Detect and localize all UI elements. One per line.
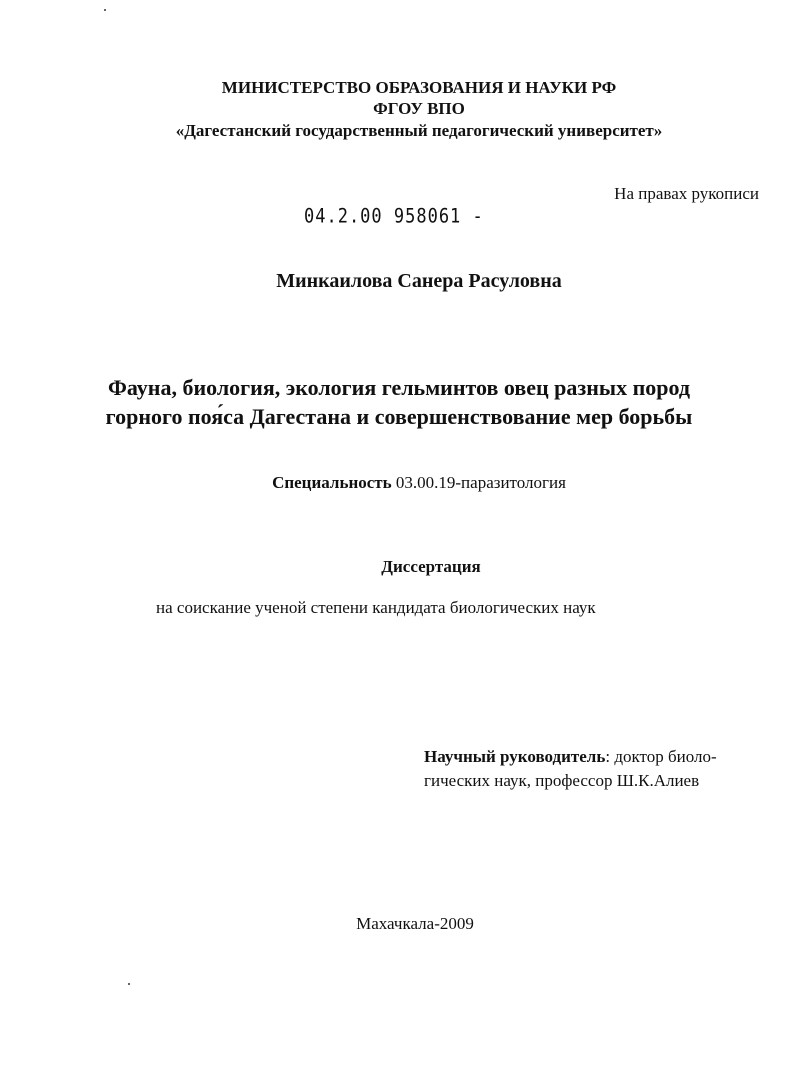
dissertation-title-line-1: Фауна, биология, экология гельминтов овец разных пород [107,375,690,400]
specialty-value: 03.00.19-паразитология [391,473,566,492]
ministry-heading: МИНИСТЕРСТВО ОБРАЗОВАНИЯ И НАУКИ РФ [221,78,617,97]
registry-number-stamp: 04.2.00 958061 - [304,205,484,229]
organization-type-heading: ФГОУ ВПО [373,99,465,118]
scan-speck [128,983,130,985]
specialty-line [20,473,798,493]
scan-speck [104,9,106,11]
supervisor-label: Научный руководитель [424,747,606,766]
university-heading: «Дагестанский государственный педагогический университет» [175,121,663,140]
supervisor-line-1 [424,745,769,769]
document-type-heading: Диссертация [381,557,481,576]
dissertation-title-line-2: горного поя́са Дагестана и совершенствование мер борьбы [105,404,693,429]
supervisor-text-line-2: гических наук, профессор Ш.К.Алиев [424,771,700,790]
supervisor-text-line-1: : доктор биоло- [605,747,717,766]
degree-line: на соискание ученой степени кандидата биологических наук [156,598,596,617]
manuscript-rights-note: На правах рукописи [614,184,759,203]
specialty-label: Специальность [272,473,392,492]
city-year: Махачкала-2009 [356,914,474,933]
author-name: Минкаилова Санера Расуловна [276,270,562,292]
supervisor-block [424,745,769,793]
